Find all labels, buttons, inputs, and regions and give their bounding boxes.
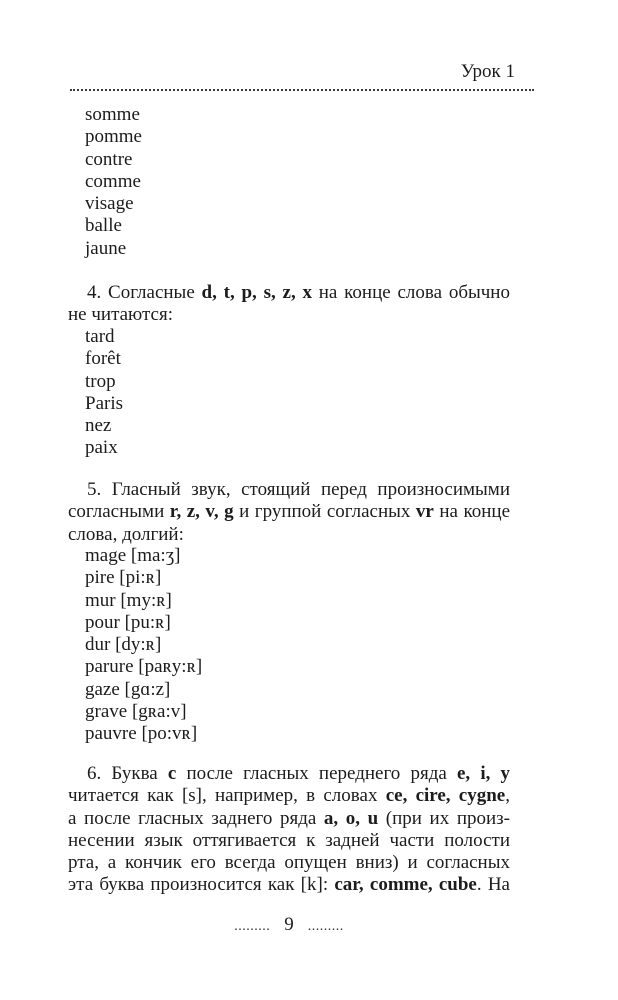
- word-item: somme: [85, 104, 140, 125]
- paragraph-line: 6. Буква c после гласных переднего ряда e, i, y: [87, 763, 511, 784]
- word-item: grave [gʀa:v]: [85, 701, 187, 723]
- word-item: visage: [85, 193, 134, 215]
- header-lesson-label: Урок 1: [460, 61, 515, 82]
- word-item: jaune: [85, 237, 127, 259]
- paragraph-line: эта буква произносится как [k]: car, comme, cube. На: [68, 874, 510, 896]
- word-item: pomme: [85, 126, 142, 148]
- paragraph-line: читается как [s], например, в словах ce, cire, cygne,: [68, 785, 510, 807]
- header-dotted-rule: [70, 89, 534, 91]
- word-item: nez: [85, 415, 112, 437]
- paragraph-line: а после гласных заднего ряда a, o, u (при их произ-: [68, 807, 510, 829]
- word-item: paix: [85, 437, 118, 459]
- word-item: trop: [85, 370, 116, 392]
- paragraph-line: согласными r, z, v, g и группой согласных vr на конце: [68, 501, 510, 523]
- paragraph-line: не читаются:: [68, 304, 173, 326]
- paragraph-line: 5. Гласный звук, стоящий перед произносимыми: [87, 479, 510, 500]
- word-item: Paris: [85, 392, 123, 414]
- footer-dots-left: .........: [234, 919, 271, 934]
- word-item: mage [ma:ʒ]: [85, 545, 181, 566]
- word-item: mur [my:ʀ]: [85, 589, 172, 611]
- page-footer: [68, 914, 510, 938]
- paragraph-6: [68, 763, 510, 897]
- word-item: gaze [gɑ:z]: [85, 678, 171, 700]
- word-list-1: [68, 104, 527, 260]
- paragraph-line: несении язык оттягивается к задней части полости: [68, 829, 510, 851]
- word-list-2: [68, 326, 527, 460]
- word-item: forêt: [85, 348, 121, 370]
- footer-dots-right: .........: [307, 919, 344, 934]
- footer-page-number: 9: [284, 914, 294, 935]
- word-item: comme: [85, 170, 141, 192]
- word-item: dur [dy:ʀ]: [85, 634, 162, 656]
- word-item: pour [pu:ʀ]: [85, 611, 171, 633]
- word-list-3: [68, 545, 527, 746]
- paragraph-5: [68, 479, 510, 546]
- paragraph-line: рта, а кончик его всегда опущен вниз) и согласных: [68, 852, 510, 874]
- word-item: pire [pi:ʀ]: [85, 567, 162, 589]
- word-item: pauvre [po:vʀ]: [85, 723, 198, 745]
- paragraph-line: слова, долгий:: [68, 523, 184, 545]
- word-item: tard: [85, 326, 115, 347]
- word-item: contre: [85, 148, 133, 170]
- word-item: parure [paʀy:ʀ]: [85, 656, 203, 678]
- paragraph-line: 4. Согласные d, t, p, s, z, x на конце слова обычно: [87, 282, 510, 303]
- word-item: balle: [85, 215, 122, 237]
- paragraph-4: [68, 282, 510, 327]
